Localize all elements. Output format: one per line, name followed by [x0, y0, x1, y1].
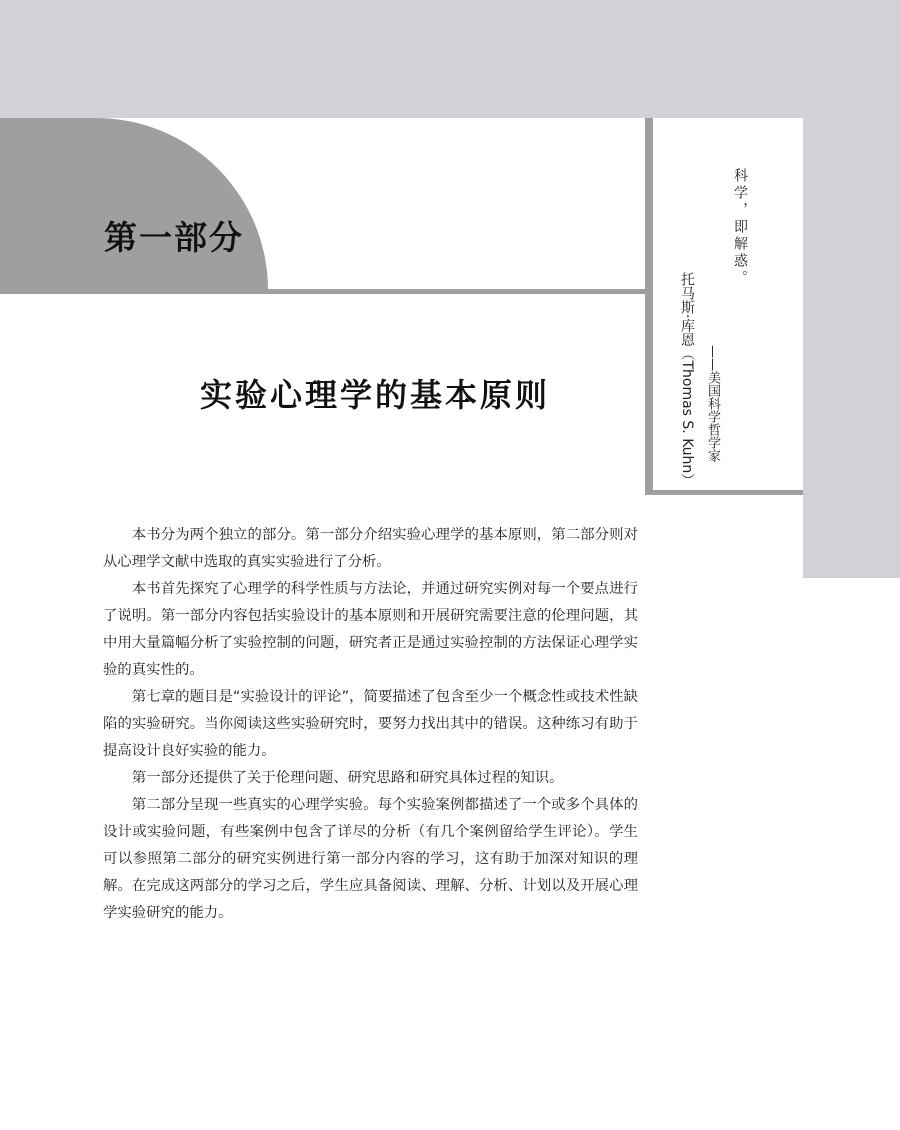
epigraph-author-role: ——美国科学哲学家 [705, 345, 720, 462]
epigraph-frame-left [645, 118, 653, 495]
paragraph: 第二部分呈现一些真实的心理学实验。每个实验案例都描述了一个或多个具体的设计或实验问题，有些案例中包含了详尽的分析（有几个案例留给学生评论）。学生可以参照第二部分的研究实例进行第一部分内容的学习，这有助于加深对知识的理解。在完成这两部分的学习之后，学生应具备阅读、理解、分析、计划以及开展心理学实验研究的能力。 [103, 797, 638, 921]
part-title: 实验心理学的基本原则 [199, 376, 550, 414]
body-text [103, 522, 638, 927]
header-divider [0, 289, 645, 294]
paragraph: 本书首先探究了心理学的科学性质与方法论，并通过研究实例对每一个要点进行了说明。第一部分内容包括实验设计的基本原则和开展研究需要注意的伦理问题，其中用大量篇幅分析了实验控制的问题，研究者正是通过实验控制的方法保证心理学实验的真实性的。 [103, 581, 638, 678]
paragraph: 第一部分还提供了关于伦理问题、研究思路和研究具体过程的知识。 [131, 770, 564, 786]
paragraph: 本书分为两个独立的部分。第一部分介绍实验心理学的基本原则，第二部分则对从心理学文献中选取的真实实验进行了分析。 [103, 527, 638, 570]
top-decor-band [0, 0, 900, 118]
paragraph: 第七章的题目是“实验设计的评论”，简要描述了包含至少一个概念性或技术性缺陷的实验研究。当你阅读这些实验研究时，要努力找出其中的错误。这种练习有助于提高设计良好实验的能力。 [103, 689, 638, 759]
epigraph-frame-bottom [645, 490, 803, 495]
right-decor-band [803, 118, 900, 578]
epigraph-quote: 科学，即解惑。 [732, 168, 748, 287]
epigraph-author-name: 托马斯·库恩（Thomas S. Kuhn） [679, 272, 695, 488]
part-label: 第一部分 [104, 218, 244, 257]
